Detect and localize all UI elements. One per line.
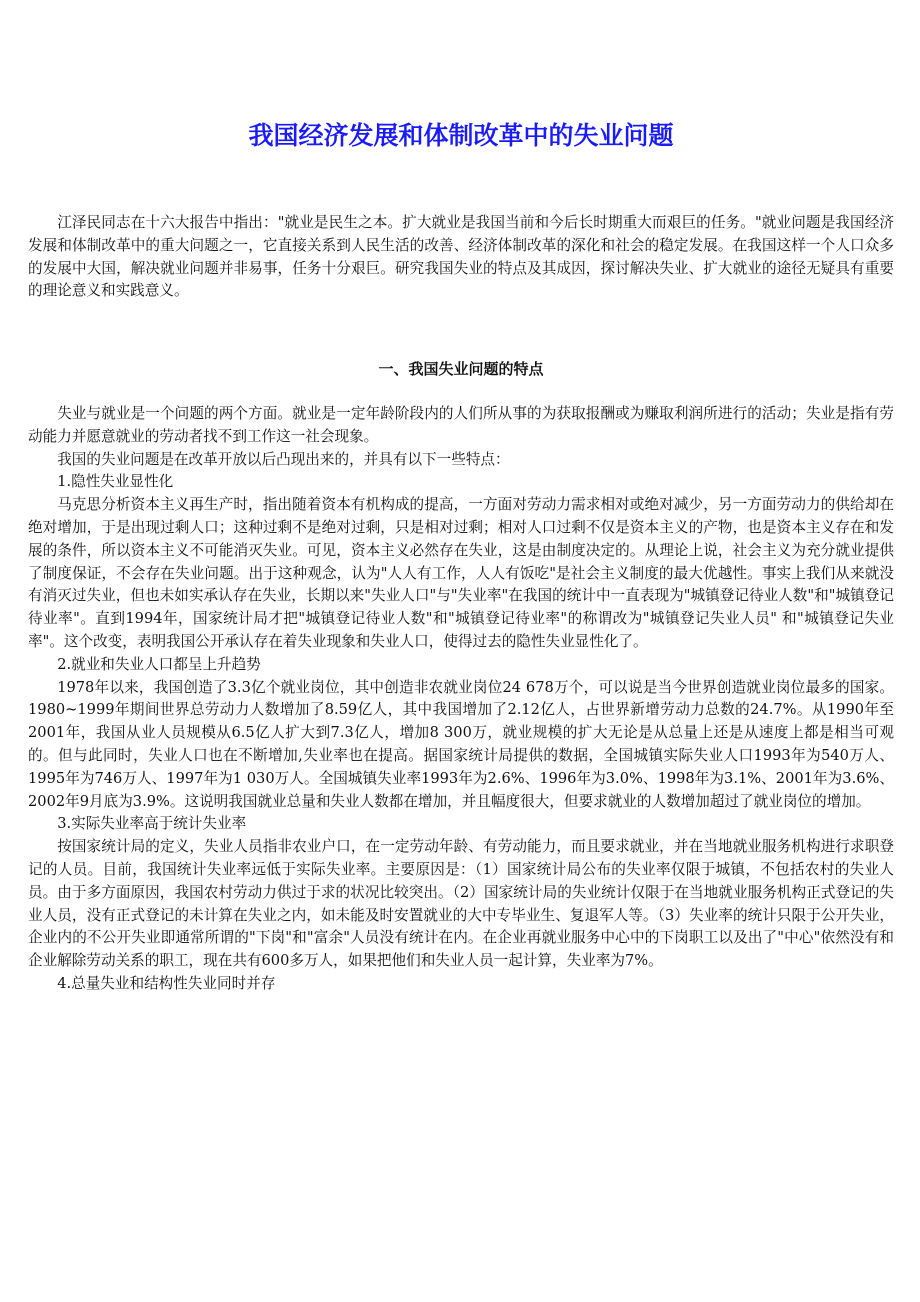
subheading-3: 3.实际失业率高于统计失业率: [57, 815, 247, 833]
section-heading: 一、我国失业问题的特点: [378, 360, 544, 378]
paragraph-2: 1978年以来，我国创造了3.3亿个就业岗位，其中创造非农就业岗位24 678万个，可以说是当今世界创造就业岗位最多的国家。1980~1999年期间世界总劳动力人数增加了8.59亿人，其中我国增加了2.12亿人，占世界新增劳动力总数的24.7%。从1990年至2001年，我国从业人员规模从6.5亿人扩大到7.3亿人，增加8 300万，就业规模的扩大无论是从总量上还是从速度上都是相当可观的。但与此同时，失业人口也在不断增加,失业率也在提高。据国家统计局提供的数据，全国城镇实际失业人口1993年为540万人、1995年为746万人、1997年为1 030万人。全国城镇失业率1993年为2.6%、1996年为3.0%、1998年为3.1%、2001年为3.6%、2002年9月底为3.9%。这说明我国就业总量和失业人数都在增加，并且幅度很大，但要求就业的人数增加超过了就业岗位的增加。: [28, 678, 894, 810]
intro-block: [28, 212, 894, 303]
paragraph-1: 马克思分析资本主义再生产时，指出随着资本有机构成的提高，一方面对劳动力需求相对或绝对减少，另一方面劳动力的供给却在绝对增加，于是出现过剩人口；这种过剩不是绝对过剩，只是相对过剩；相对人口过剩不仅是资本主义的产物，也是资本主义存在和发展的条件，所以资本主义不可能消灭失业。可见，资本主义必然存在失业，这是由制度决定的。从理论上说，社会主义为充分就业提供了制度保证，不会存在失业问题。出于这种观念，认为"人人有工作，人人有饭吃"是社会主义制度的最大优越性。事实上我们从来就没有消灭过失业，但也未如实承认存在失业，长期以来"失业人口"与"失业率"在我国的统计中一直表现为"城镇登记待业人数"和"城镇登记待业率"。直到1994年，国家统计局才把"城镇登记待业人数"和"城镇登记待业率"的称谓改为"城镇登记失业人员" 和"城镇登记失业率"。这个改变，表明我国公开承认存在着失业现象和失业人口，使得过去的隐性失业显性化了。: [28, 496, 894, 650]
paragraph-features-intro: 我国的失业问题是在改革开放以后凸现出来的，并具有以下一些特点：: [57, 450, 510, 468]
intro-paragraph: 江泽民同志在十六大报告中指出："就业是民生之本。扩大就业是我国当前和今后长时期重大而艰巨的任务。"就业问题是我国经济发展和体制改革中的重大问题之一，它直接关系到人民生活的改善、经济体制改革的深化和社会的稳定发展。在我国这样一个人口众多的发展中大国，解决就业问题并非易事，任务十分艰巨。研究我国失业的特点及其成因，探讨解决失业、扩大就业的途径无疑具有重要的理论意义和实践意义。: [28, 214, 894, 300]
subheading-2: 2.就业和失业人口都呈上升趋势: [57, 655, 261, 673]
paragraph-definition: 失业与就业是一个问题的两个方面。就业是一定年龄阶段内的人们所从事的为获取报酬或为赚取利润所进行的活动；失业是指有劳动能力并愿意就业的劳动者找不到工作这一社会现象。: [28, 405, 894, 445]
subheading-1: 1.隐性失业显性化: [57, 473, 174, 491]
section-body: [28, 403, 894, 996]
paragraph-3: 按国家统计局的定义，失业人员指非农业户口，在一定劳动年龄、有劳动能力，而且要求就业，并在当地就业服务机构进行求职登记的人员。目前，我国统计失业率远低于实际失业率。主要原因是：（1）国家统计局公布的失业率仅限于城镇，不包括农村的失业人员。由于多方面原因，我国农村劳动力供过于求的状况比较突出。（2）国家统计局的失业统计仅限于在当地就业服务机构正式登记的失业人员，没有正式登记的未计算在失业之内，如未能及时安置就业的大中专毕业生、复退军人等。（3）失业率的统计只限于公开失业，企业内的不公开失业即通常所谓的"下岗"和"富余"人员没有统计在内。在企业再就业服务中心中的下岗职工以及出了"中心"依然没有和企业解除劳动关系的职工，现在共有600多万人，如果把他们和失业人员一起计算，失业率为7%。: [28, 838, 894, 970]
subheading-4: 4.总量失业和结构性失业同时并存: [57, 974, 276, 992]
document-title: 我国经济发展和体制改革中的失业问题: [248, 121, 674, 150]
